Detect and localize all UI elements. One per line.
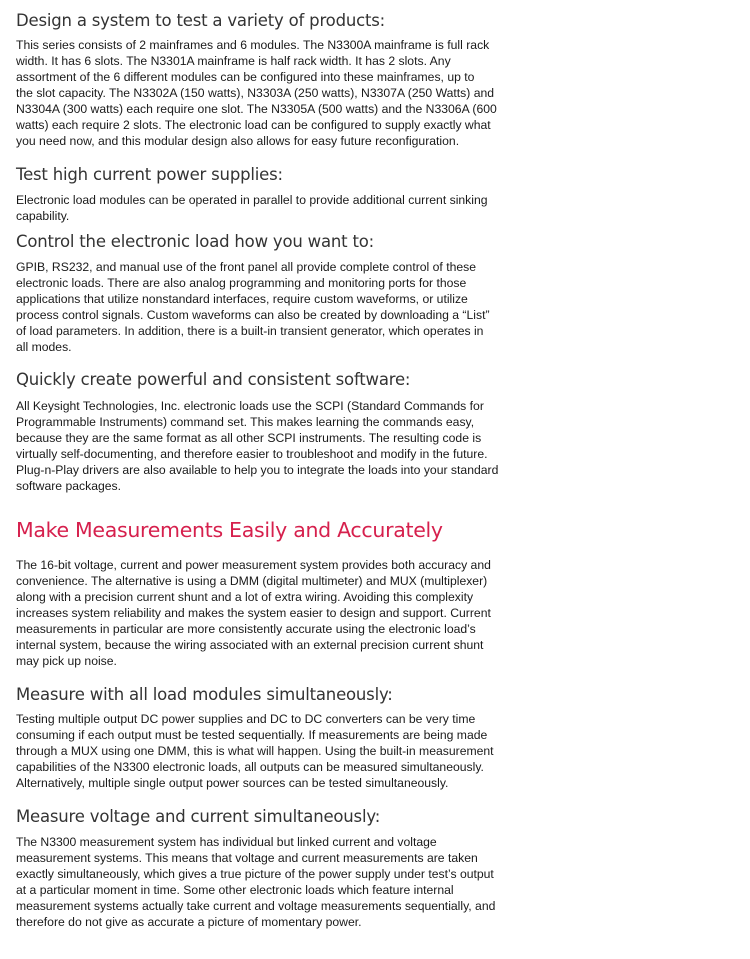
text-line: measurements in particular are more consistently accurate using the electronic load’s: [16, 622, 476, 636]
text-line: GPIB, RS232, and manual use of the front panel all provide complete control of these: [16, 260, 477, 274]
section-heading-design: Design a system to test a variety of products:: [16, 11, 386, 30]
text-line: because they are the same format as all other SCPI instruments. The resulting code is: [16, 431, 482, 445]
text-line: width. It has 6 slots. The N3301A mainframe is half rack width. It has 2 slots. Any: [16, 54, 451, 68]
text-line: capabilities of the N3300 electronic loads, all outputs can be measured simultaneously.: [16, 760, 484, 774]
text-line: through a MUX using one DMM, this is what will happen. Using the built-in measurement: [16, 744, 494, 758]
text-line: software packages.: [16, 479, 122, 493]
text-line: measurement systems. This means that voltage and current measurements are taken: [16, 851, 478, 865]
text-line: of load parameters. In addition, there is a built-in transient generator, which operates in: [16, 324, 484, 338]
text-line: The 16-bit voltage, current and power measurement system provides both accuracy and: [16, 558, 491, 572]
text-line: measurement systems actually take current and voltage measurements sequentially, and: [16, 899, 496, 913]
text-line: All Keysight Technologies, Inc. electronic loads use the SCPI (Standard Commands for: [16, 399, 484, 413]
text-line: process control signals. Custom waveforms can also be created by downloading a “List”: [16, 308, 490, 322]
section-heading-voltage-current: Measure voltage and current simultaneously:: [16, 807, 381, 826]
text-line: N3304A (300 watts) each require one slot. The N3305A (500 watts) and the N3306A (600: [16, 102, 497, 116]
section-body-software: [16, 398, 499, 494]
text-line: Programmable Instruments) command set. This makes learning the commands easy,: [16, 415, 475, 429]
main-body: [16, 557, 491, 669]
text-line: applications that utilize nonstandard interfaces, require custom waveforms, or utilize: [16, 292, 468, 306]
section-body-voltage-current: [16, 834, 496, 930]
text-line: This series consists of 2 mainframes and 6 modules. The N3300A mainframe is full rack: [16, 38, 490, 52]
text-line: at a particular moment in time. Some other electronic loads which feature internal: [16, 883, 454, 897]
section-body-all-modules: [16, 711, 494, 791]
text-line: Plug-n-Play drivers are also available to help you to integrate the loads into your standard: [16, 463, 499, 477]
main-heading: Make Measurements Easily and Accurately: [16, 518, 443, 542]
text-line: electronic loads. There are also analog programming and monitoring ports for those: [16, 276, 467, 290]
section-heading-software: Quickly create powerful and consistent software:: [16, 370, 411, 389]
section-heading-control: Control the electronic load how you want to:: [16, 232, 374, 251]
text-line: Alternatively, multiple single output power sources can be tested simultaneously.: [16, 776, 449, 790]
text-line: along with a precision current shunt and a lot of extra wiring. Avoiding this complexity: [16, 590, 474, 604]
text-line: increases system reliability and makes the system easier to design and support. Current: [16, 606, 491, 620]
text-line: capability.: [16, 209, 70, 223]
text-line: watts) each require 2 slots. The electronic load can be configured to supply exactly what: [16, 118, 491, 132]
section-body-high-current: [16, 192, 488, 224]
text-line: exactly simultaneously, which gives a true picture of the power supply under test’s output: [16, 867, 494, 881]
text-line: The N3300 measurement system has individual but linked current and voltage: [16, 835, 437, 849]
section-heading-high-current: Test high current power supplies:: [16, 165, 283, 184]
text-line: therefore do not give as accurate a picture of momentary power.: [16, 915, 362, 929]
text-line: all modes.: [16, 340, 72, 354]
text-line: may pick up noise.: [16, 654, 117, 668]
text-line: internal system, because the wiring associated with an external precision current shunt: [16, 638, 484, 652]
text-line: you need now, and this modular design also allows for easy future reconfiguration.: [16, 134, 460, 148]
text-line: Electronic load modules can be operated in parallel to provide additional current sinking: [16, 193, 488, 207]
text-line: virtually self-documenting, and therefore easier to troubleshoot and modify in the future.: [16, 447, 488, 461]
section-body-design: [16, 37, 497, 149]
text-line: consuming if each output must be tested sequentially. If measurements are being made: [16, 728, 488, 742]
section-body-control: [16, 259, 488, 355]
text-line: the slot capacity. The N3302A (150 watts), N3303A (250 watts), N3307A (250 Watts) and: [16, 86, 495, 100]
text-line: convenience. The alternative is using a DMM (digital multimeter) and MUX (multiplexer): [16, 574, 488, 588]
text-line: assortment of the 6 different modules can be configured into these mainframes, up to: [16, 70, 475, 84]
text-line: Testing multiple output DC power supplies and DC to DC converters can be very time: [16, 712, 476, 726]
section-heading-all-modules: Measure with all load modules simultaneously:: [16, 685, 393, 704]
